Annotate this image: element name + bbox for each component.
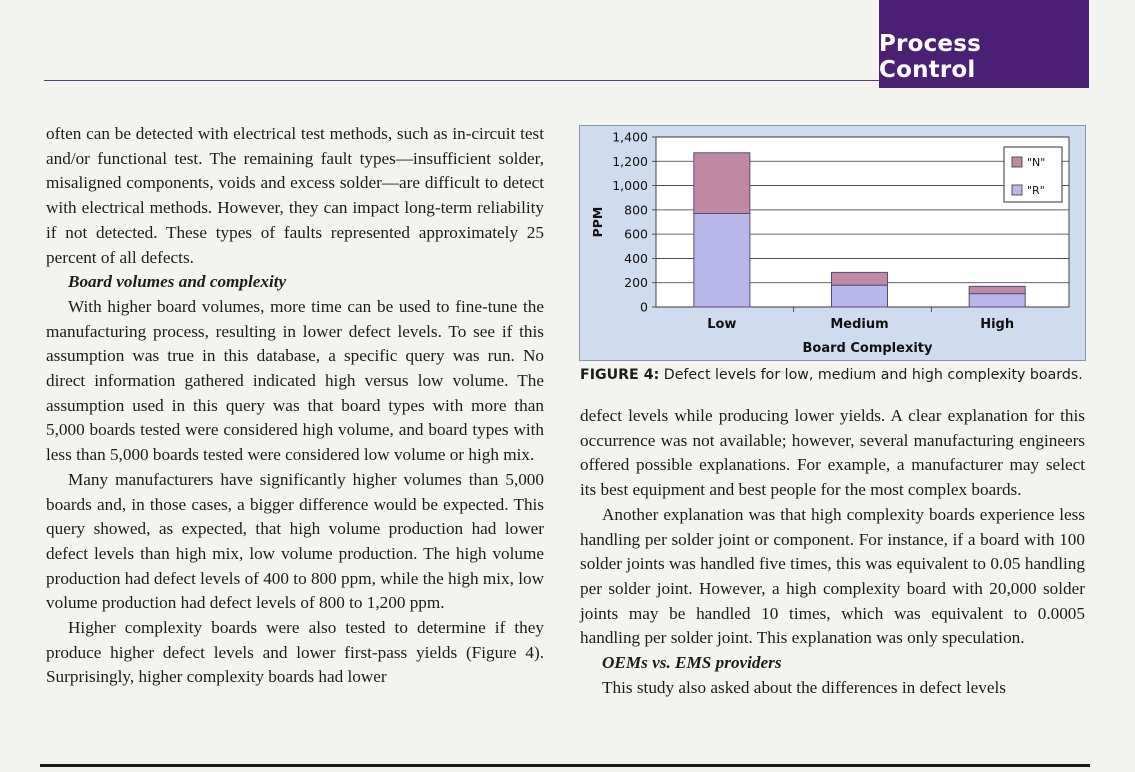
bar-segment	[969, 286, 1025, 293]
legend-label: "R"	[1027, 184, 1045, 197]
right-column	[580, 404, 1085, 700]
caption-text: Defect levels for low, medium and high complexity boards.	[663, 367, 1083, 383]
x-tick-label: Medium	[830, 317, 889, 332]
header-rule	[44, 80, 880, 81]
y-tick-label: 1,400	[612, 129, 648, 145]
y-tick-label: 200	[624, 275, 648, 291]
left-paragraph-3: Many manufacturers have significantly higher volumes than 5,000 boards and, in those cases, a bigger difference would be expected. This query showed, as expected, that high volume production had lower defect levels than high mix, low volume production. The high volume production had defect levels of 400 to 800 ppm, while the high mix, low volume production had defect levels of 800 to 1,200 ppm.	[46, 469, 544, 613]
heading-board-volumes: Board volumes and complexity	[68, 272, 287, 292]
y-axis-label: PPM	[590, 206, 605, 238]
y-tick-label: 1,200	[612, 153, 648, 169]
legend-label: "N"	[1027, 156, 1046, 169]
y-tick-label: 0	[640, 299, 648, 315]
bottom-rule	[40, 764, 1090, 767]
chart-svg	[580, 126, 1087, 362]
right-paragraph-2: Another explanation was that high complexity boards experience less handling per solder joint or component. For instance, if a board with 100 solder joints was handled five times, this was equivalent to 0.05 handling per solder joint. However, a high complexity board with 20,000 solder joints may be handled 10 times, which was equivalent to 0.0005 handling per solder joint. This explanation was only speculation.	[580, 504, 1085, 648]
y-tick-label: 800	[624, 202, 648, 218]
figure-caption	[580, 363, 1090, 387]
section-tab	[879, 0, 1089, 88]
x-tick-label: High	[980, 317, 1015, 332]
right-paragraph-3: This study also asked about the differences in defect levels	[602, 677, 1006, 697]
bar-segment	[832, 285, 888, 307]
right-paragraph-1: defect levels while producing lower yields. A clear explanation for this occurrence was not available; however, several manufacturing engineers offered possible explanations. For example, a manufacturer may select its best equipment and best people for the most complex boards.	[580, 406, 1085, 500]
heading-oems-vs-ems: OEMs vs. EMS providers	[602, 653, 782, 673]
x-axis-label: Board Complexity	[802, 341, 933, 356]
left-paragraph-2: With higher board volumes, more time can be used to fine-tune the manufacturing process, resulting in lower defect levels. To see if this assumption was true in this database, a specific query was run. No direct information gathered indicated high versus low volume. The assumption used in this query was that board types with more than 5,000 boards tested were considered high volume, and board types with less than 5,000 boards tested were considered low volume or high mix.	[46, 296, 544, 465]
y-tick-label: 400	[624, 250, 648, 266]
left-paragraph-1: often can be detected with electrical test methods, such as in-circuit test and/or functional test. The remaining fault types—insufficient solder, misaligned components, voids and excess solder—are difficult to detect with electrical methods. However, they can impact long-term reliability if not detected. These types of faults represented approximately 25 percent of all defects.	[46, 124, 544, 267]
legend-swatch	[1012, 185, 1022, 195]
bar-segment	[969, 294, 1025, 307]
left-column	[46, 122, 544, 690]
bar-segment	[694, 153, 750, 214]
y-tick-label: 600	[624, 226, 648, 242]
caption-label: FIGURE 4:	[580, 367, 660, 383]
legend-swatch	[1012, 157, 1022, 167]
x-tick-label: Low	[707, 317, 737, 332]
bar-segment	[694, 214, 750, 308]
section-title: Process Control	[879, 31, 982, 83]
figure-4-chart	[579, 125, 1086, 361]
y-tick-label: 1,000	[612, 178, 648, 194]
bar-segment	[832, 272, 888, 285]
left-paragraph-4: Higher complexity boards were also tested to determine if they produce higher defect levels and lower first-pass yields (Figure 4). Surprisingly, higher complexity boards had lower	[46, 618, 544, 687]
